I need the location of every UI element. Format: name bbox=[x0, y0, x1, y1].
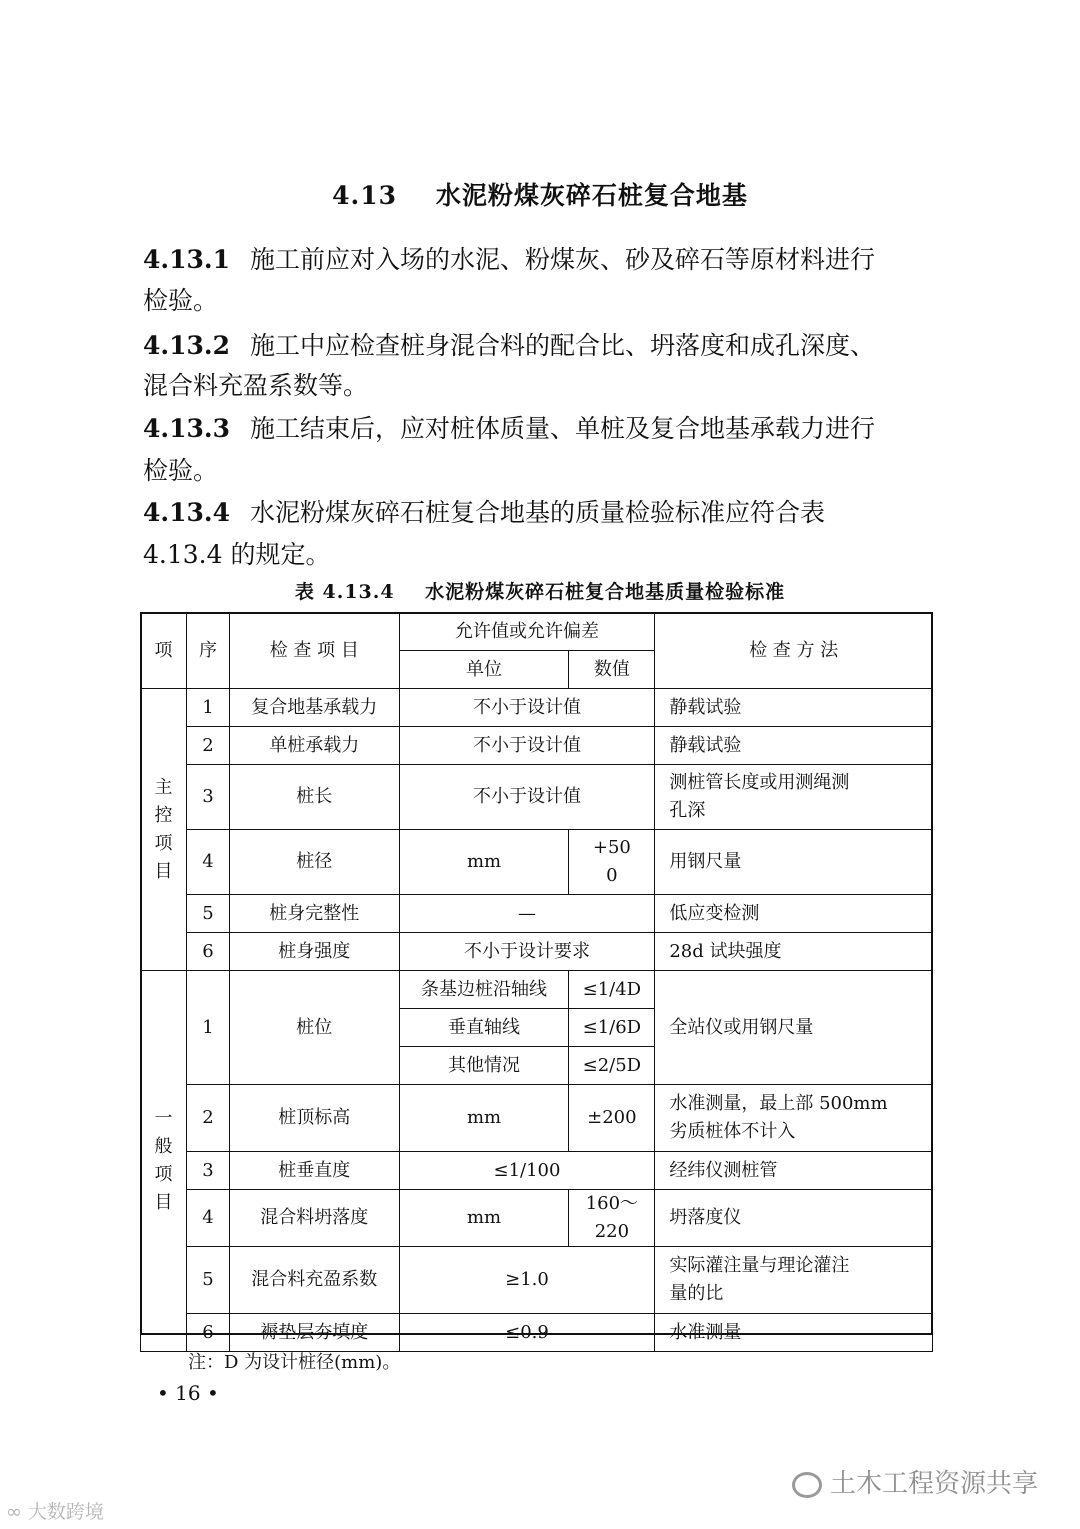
header-value: 数值 bbox=[569, 651, 655, 689]
table-note: 注：D 为设计桩径(mm)。 bbox=[188, 1352, 401, 1373]
clause-4-13-1-cont bbox=[143, 281, 218, 317]
row-allowance: 不小于设计值 bbox=[399, 689, 655, 727]
clause-4-13-4 bbox=[143, 493, 825, 529]
row-seq: 5 bbox=[186, 895, 229, 933]
table-caption-text: 水泥粉煤灰碎石桩复合地基质量检验标准 bbox=[425, 581, 786, 603]
clause-4-13-1 bbox=[143, 240, 875, 276]
row-item: 混合料充盈系数 bbox=[229, 1247, 399, 1314]
clause-text: 检验。 bbox=[143, 456, 219, 485]
row-item: 桩顶标高 bbox=[229, 1085, 399, 1152]
row-allowance: ≤0.9 bbox=[399, 1314, 655, 1352]
table-row bbox=[141, 1314, 933, 1352]
row-item: 桩身完整性 bbox=[229, 895, 399, 933]
row-method: 水准测量 bbox=[655, 1314, 933, 1352]
row-seq: 2 bbox=[186, 1085, 229, 1152]
table-row bbox=[141, 1152, 933, 1190]
header-seq: 序 bbox=[186, 613, 229, 689]
row-method: 全站仪或用钢尺量 bbox=[655, 971, 933, 1085]
table-row bbox=[141, 727, 933, 765]
row-method: 实际灌注量与理论灌注 量的比 bbox=[655, 1247, 933, 1314]
row-unit: mm bbox=[399, 1085, 569, 1152]
table-row bbox=[141, 971, 933, 1009]
row-seq: 4 bbox=[186, 1190, 229, 1247]
clause-4-13-4-cont bbox=[143, 535, 330, 571]
clause-text: 施工中应检查桩身混合料的配合比、坍落度和成孔深度、 bbox=[250, 331, 876, 360]
table-caption bbox=[0, 577, 1080, 604]
row-seq: 5 bbox=[186, 1247, 229, 1314]
section-title bbox=[0, 176, 1080, 212]
clause-4-13-3 bbox=[143, 409, 875, 445]
row-method: 测桩管长度或用测绳测 孔深 bbox=[655, 765, 933, 830]
table-row bbox=[141, 765, 933, 830]
row-unit: mm bbox=[399, 830, 569, 895]
watermark-left-text: 大数跨境 bbox=[27, 1501, 104, 1523]
row-value: +50 0 bbox=[569, 830, 655, 895]
row-seq: 1 bbox=[186, 689, 229, 727]
clause-text: 混合料充盈系数等。 bbox=[143, 371, 369, 400]
section-title-text: 水泥粉煤灰碎石桩复合地基 bbox=[435, 181, 748, 210]
row-item: 桩径 bbox=[229, 830, 399, 895]
clause-4-13-2 bbox=[143, 326, 875, 362]
table-row bbox=[141, 1190, 933, 1247]
watermark-right bbox=[792, 1463, 1038, 1500]
clause-text: 施工结束后，应对桩体质量、单桩及复合地基承载力进行 bbox=[250, 414, 876, 443]
row-method: 坍落度仪 bbox=[655, 1190, 933, 1247]
row-item: 桩长 bbox=[229, 765, 399, 830]
row-unit: 其他情况 bbox=[399, 1047, 569, 1085]
table-row bbox=[141, 689, 933, 727]
group-general-label: 一 般 项 目 bbox=[154, 1108, 173, 1213]
table-row bbox=[141, 1085, 933, 1152]
table-row bbox=[141, 933, 933, 971]
clause-number: 4.13.3 bbox=[143, 414, 230, 443]
row-seq: 2 bbox=[186, 727, 229, 765]
row-allowance: ≤1/100 bbox=[399, 1152, 655, 1190]
link-icon: ∞ bbox=[6, 1501, 22, 1523]
row-value: ≤1/6D bbox=[569, 1009, 655, 1047]
header-allowance: 允许值或允许偏差 bbox=[399, 613, 655, 651]
row-unit: mm bbox=[399, 1190, 569, 1247]
row-seq: 4 bbox=[186, 830, 229, 895]
clause-number: 4.13.4 bbox=[143, 498, 230, 527]
row-seq: 1 bbox=[186, 971, 229, 1085]
row-allowance: ≥1.0 bbox=[399, 1247, 655, 1314]
wechat-icon bbox=[792, 1472, 822, 1498]
row-method: 用钢尺量 bbox=[655, 830, 933, 895]
clause-text: 施工前应对入场的水泥、粉煤灰、砂及碎石等原材料进行 bbox=[250, 245, 876, 274]
row-item: 褥垫层夯填度 bbox=[229, 1314, 399, 1352]
row-method: 水准测量，最上部 500mm 劣质桩体不计入 bbox=[655, 1085, 933, 1152]
row-method: 静载试验 bbox=[655, 727, 933, 765]
table-row bbox=[141, 1247, 933, 1314]
clause-4-13-3-cont bbox=[143, 451, 218, 487]
row-value: ≤1/4D bbox=[569, 971, 655, 1009]
row-method: 低应变检测 bbox=[655, 895, 933, 933]
clause-number: 4.13.2 bbox=[143, 331, 230, 360]
quality-standard-table bbox=[140, 612, 933, 1352]
row-item: 桩位 bbox=[229, 971, 399, 1085]
clause-text: 4.13.4 的规定。 bbox=[143, 540, 331, 569]
clause-number: 4.13.1 bbox=[143, 245, 230, 274]
row-item: 混合料坍落度 bbox=[229, 1190, 399, 1247]
row-allowance: 不小于设计要求 bbox=[399, 933, 655, 971]
row-allowance: 不小于设计值 bbox=[399, 765, 655, 830]
row-method: 28d 试块强度 bbox=[655, 933, 933, 971]
table-row bbox=[141, 895, 933, 933]
group-general bbox=[141, 971, 187, 1352]
page-number: • 16 • bbox=[157, 1381, 219, 1405]
header-item: 检 查 项 目 bbox=[229, 613, 399, 689]
section-number: 4.13 bbox=[332, 181, 398, 210]
row-unit: 垂直轴线 bbox=[399, 1009, 569, 1047]
row-method: 经纬仪测桩管 bbox=[655, 1152, 933, 1190]
clause-text: 水泥粉煤灰碎石桩复合地基的质量检验标准应符合表 bbox=[250, 498, 826, 527]
row-allowance: 不小于设计值 bbox=[399, 727, 655, 765]
table-caption-number: 表 4.13.4 bbox=[294, 581, 395, 603]
row-seq: 6 bbox=[186, 933, 229, 971]
row-method: 静载试验 bbox=[655, 689, 933, 727]
row-value: 160～220 bbox=[569, 1190, 655, 1247]
header-method: 检 查 方 法 bbox=[655, 613, 933, 689]
row-item: 桩身强度 bbox=[229, 933, 399, 971]
watermark-left bbox=[6, 1497, 104, 1524]
row-allowance: — bbox=[399, 895, 655, 933]
header-category: 项 bbox=[141, 613, 187, 689]
watermark-right-text: 土木工程资源共享 bbox=[830, 1469, 1039, 1499]
row-seq: 3 bbox=[186, 1152, 229, 1190]
row-item: 桩垂直度 bbox=[229, 1152, 399, 1190]
row-seq: 3 bbox=[186, 765, 229, 830]
row-seq: 6 bbox=[186, 1314, 229, 1352]
row-item: 单桩承载力 bbox=[229, 727, 399, 765]
row-unit: 条基边桩沿轴线 bbox=[399, 971, 569, 1009]
row-value: ≤2/5D bbox=[569, 1047, 655, 1085]
row-item: 复合地基承载力 bbox=[229, 689, 399, 727]
row-value: ±200 bbox=[569, 1085, 655, 1152]
clause-text: 检验。 bbox=[143, 286, 219, 315]
group-main bbox=[141, 689, 187, 971]
header-unit: 单位 bbox=[399, 651, 569, 689]
clause-4-13-2-cont bbox=[143, 366, 368, 402]
table-header-row bbox=[141, 613, 933, 651]
table-row bbox=[141, 830, 933, 895]
group-main-label: 主 控 项 目 bbox=[154, 776, 173, 882]
